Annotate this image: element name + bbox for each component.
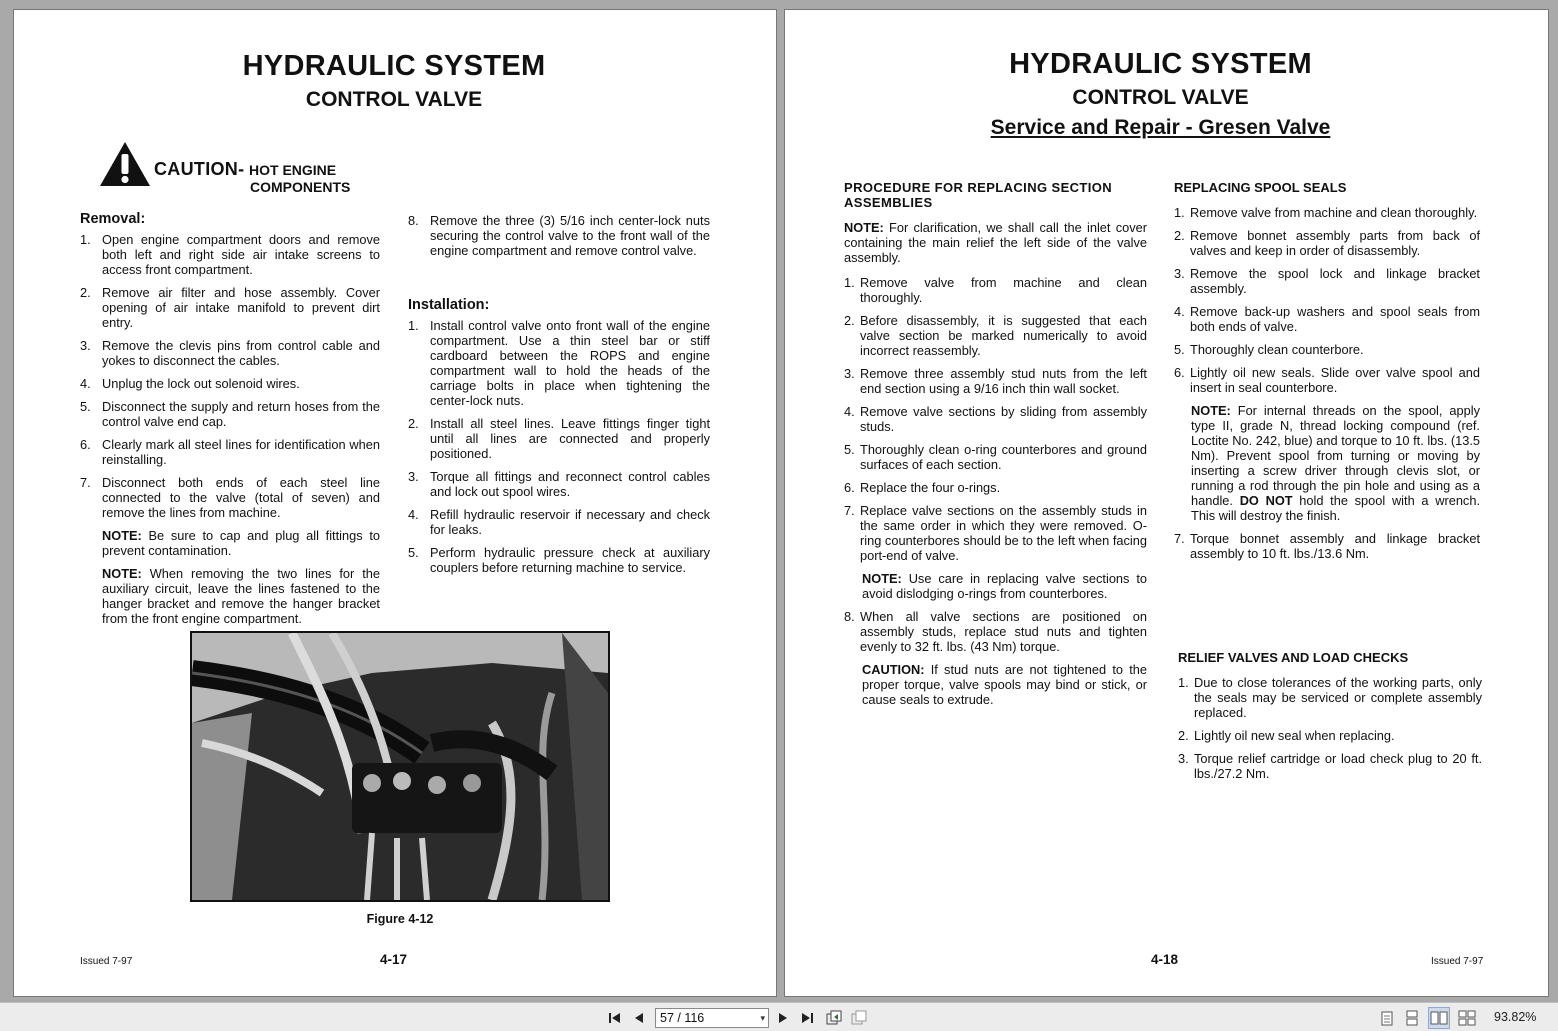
first-page-icon[interactable] — [605, 1007, 625, 1029]
page-subtitle: CONTROL VALVE — [305, 88, 483, 111]
prev-page-icon[interactable] — [629, 1007, 649, 1029]
list-item: 2. Lightly oil new seal when replacing. — [1178, 728, 1395, 743]
removal-note-1: NOTE: Be sure to cap and plug all fittings to prevent contamination. — [102, 528, 380, 558]
page-subtitle-2: Service and Repair - Gresen Valve — [990, 116, 1331, 139]
list-item: 6. Lightly oil new seals. Slide over valve spool and insert in seal counterbore. — [1174, 365, 1480, 395]
issued-date: Issued 7-97 — [1431, 956, 1484, 967]
list-item: 6. Clearly mark all steel lines for identification when reinstalling. — [80, 437, 380, 467]
list-item: 2. Before disassembly, it is suggested that each valve section be marked numerically to avoid incorrect reassembly. — [844, 313, 1147, 358]
page-number: 4-18 — [1151, 952, 1179, 967]
removal-continued — [408, 213, 710, 266]
list-item: 5. Thoroughly clean counterbore. — [1174, 342, 1364, 357]
procedure-section — [844, 180, 1147, 715]
page-number-input[interactable]: 57 / 116 ▾ — [655, 1008, 769, 1028]
list-item: 3. Remove the clevis pins from control cable and yokes to disconnect the cables. — [80, 338, 380, 368]
list-item: 1. Remove valve from machine and clean thoroughly. — [844, 275, 1147, 305]
removal-heading: Removal: — [80, 211, 146, 227]
continuous-view-icon[interactable] — [1402, 1007, 1422, 1029]
list-item: 3. Torque relief cartridge or load check plug to 20 ft. lbs./27.2 Nm. — [1178, 751, 1482, 781]
list-item: 8. When all valve sections are positioned on assembly studs, replace stud nuts and tighten evenly to 32 ft. lbs. (43 Nm) torque. — [844, 609, 1147, 654]
list-item: 5. Thoroughly clean o-ring counterbores and ground surfaces of each section. — [844, 442, 1147, 472]
list-item: 5. Perform hydraulic pressure check at auxiliary couplers before returning machine to service. — [408, 545, 710, 575]
caution-label: CAUTION- — [154, 159, 245, 179]
list-item: 5. Disconnect the supply and return hoses from the control valve end cap. — [80, 399, 380, 429]
relief-valves-heading: RELIEF VALVES AND LOAD CHECKS — [1178, 650, 1409, 665]
spool-seals-steps — [1174, 205, 1480, 395]
next-page-icon[interactable] — [773, 1007, 793, 1029]
list-item: 3. Torque all fittings and reconnect control cables and lock out spool wires. — [408, 469, 710, 499]
continuous-facing-view-icon[interactable] — [1456, 1007, 1478, 1029]
procedure-steps — [844, 275, 1147, 563]
list-item: 1. Install control valve onto front wall of the engine compartment. Use a thin steel bar or stiff cardboard between the ROPS and engine compartment wall to hold the heads of the carriage bolts in place when tightening the center-lock nuts. — [408, 318, 710, 408]
issued-date: Issued 7-97 — [80, 956, 133, 967]
list-item: 7. Replace valve sections on the assembly studs in the same order in which they were removed. O-ring counterbores should be to the left when facing port-end of valve. — [844, 503, 1147, 563]
procedure-caution: CAUTION: If stud nuts are not tightened to the proper torque, valve spools may bind or stick, or cause seals to extrude. — [862, 662, 1147, 707]
installation-steps — [408, 318, 710, 575]
list-item: 4. Remove back-up washers and spool seals from both ends of valve. — [1174, 304, 1480, 334]
facing-view-icon[interactable] — [1428, 1007, 1450, 1029]
spool-seals-section — [1174, 180, 1480, 569]
page-subtitle: CONTROL VALVE — [1072, 86, 1249, 109]
procedure-intro-note: NOTE: For clarification, we shall call the inlet cover containing the main relief the left side of the valve assembly. — [844, 220, 1147, 265]
go-forward-icon[interactable] — [848, 1007, 870, 1029]
page-title: HYDRAULIC SYSTEM — [1009, 48, 1312, 80]
chevron-down-icon[interactable]: ▾ — [760, 1013, 765, 1023]
list-item: 2. Remove bonnet assembly parts from back of valves and keep in order of disassembly. — [1174, 228, 1480, 258]
list-item: 1. Remove valve from machine and clean thoroughly. — [1174, 205, 1478, 220]
spool-seals-note: NOTE: For internal threads on the spool, apply type II, grade N, thread locking compound (ref. Loctite No. 242, blue) and torque to 10 ft. lbs. (13.5 Nm). Prevent spool from turning or moving by inserting a screw driver through clevis slot, or running a rod through the pin hole and using as a handle. DO NOT hold the spool with a wrench. This will destroy the finish. — [1191, 403, 1481, 523]
installation-heading: Installation: — [408, 297, 490, 313]
list-item: 7. Torque bonnet assembly and linkage bracket assembly to 10 ft. lbs./13.6 Nm. — [1174, 531, 1480, 561]
list-item: 7. Disconnect both ends of each steel line connected to the valve (total of seven) and remove the lines from machine. — [80, 475, 380, 520]
list-item: 3. Remove three assembly stud nuts from the left end section using a 9/16 inch thin wall socket. — [844, 366, 1147, 396]
list-item: 1. Due to close tolerances of the working parts, only the seals may be serviced or complete assembly replaced. — [1178, 675, 1482, 720]
page-4-18 — [784, 9, 1549, 997]
list-item: 2. Install all steel lines. Leave fittings finger tight until all lines are connected and properly positioned. — [408, 416, 710, 461]
procedure-heading: PROCEDURE FOR REPLACING SECTION ASSEMBLIES — [844, 180, 1113, 210]
go-back-icon[interactable] — [823, 1007, 845, 1029]
caution-line1: HOT ENGINE — [249, 162, 337, 178]
caution-line2: COMPONENTS — [250, 179, 351, 195]
list-item: 4. Refill hydraulic reservoir if necessary and check for leaks. — [408, 507, 710, 537]
control-valve-photo — [190, 631, 610, 902]
relief-valves-steps — [1178, 675, 1482, 781]
relief-valves-section — [1178, 650, 1482, 789]
page-title: HYDRAULIC SYSTEM — [242, 50, 546, 82]
list-item: 3. Remove the spool lock and linkage bracket assembly. — [1174, 266, 1480, 296]
removal-note-2: NOTE: When removing the two lines for the auxiliary circuit, leave the lines fastened to the hanger bracket and remove the hanger bracket from the front engine compartment. — [102, 566, 380, 626]
list-item: 1. Open engine compartment doors and remove both left and right side air intake screens to access front compartment. — [80, 232, 380, 277]
installation-section — [408, 298, 710, 583]
spool-seals-heading: REPLACING SPOOL SEALS — [1174, 180, 1347, 195]
page-number: 4-17 — [380, 952, 408, 967]
removal-steps — [80, 232, 380, 520]
navigation-toolbar — [0, 1002, 1558, 1031]
page-4-17 — [13, 9, 777, 997]
figure-caption: Figure 4-12 — [366, 912, 434, 926]
list-item: 4. Remove valve sections by sliding from assembly studs. — [844, 404, 1147, 434]
procedure-note: NOTE: Use care in replacing valve sections to avoid dislodging o-rings from counterbores. — [862, 571, 1147, 601]
list-item: 2. Remove air filter and hose assembly. Cover opening of air intake manifold to prevent dirt entry. — [80, 285, 380, 330]
removal-section — [80, 212, 380, 634]
list-item: 4. Unplug the lock out solenoid wires. — [80, 376, 300, 391]
last-page-icon[interactable] — [797, 1007, 817, 1029]
single-page-view-icon[interactable] — [1377, 1007, 1397, 1029]
zoom-level[interactable]: 93.82% — [1494, 1010, 1537, 1024]
list-item: 8. Remove the three (3) 5/16 inch center-lock nuts securing the control valve to the front wall of the engine compartment and remove control valve. — [408, 213, 710, 258]
caution-warning-icon — [98, 140, 152, 193]
list-item: 6. Replace the four o-rings. — [844, 480, 1001, 495]
